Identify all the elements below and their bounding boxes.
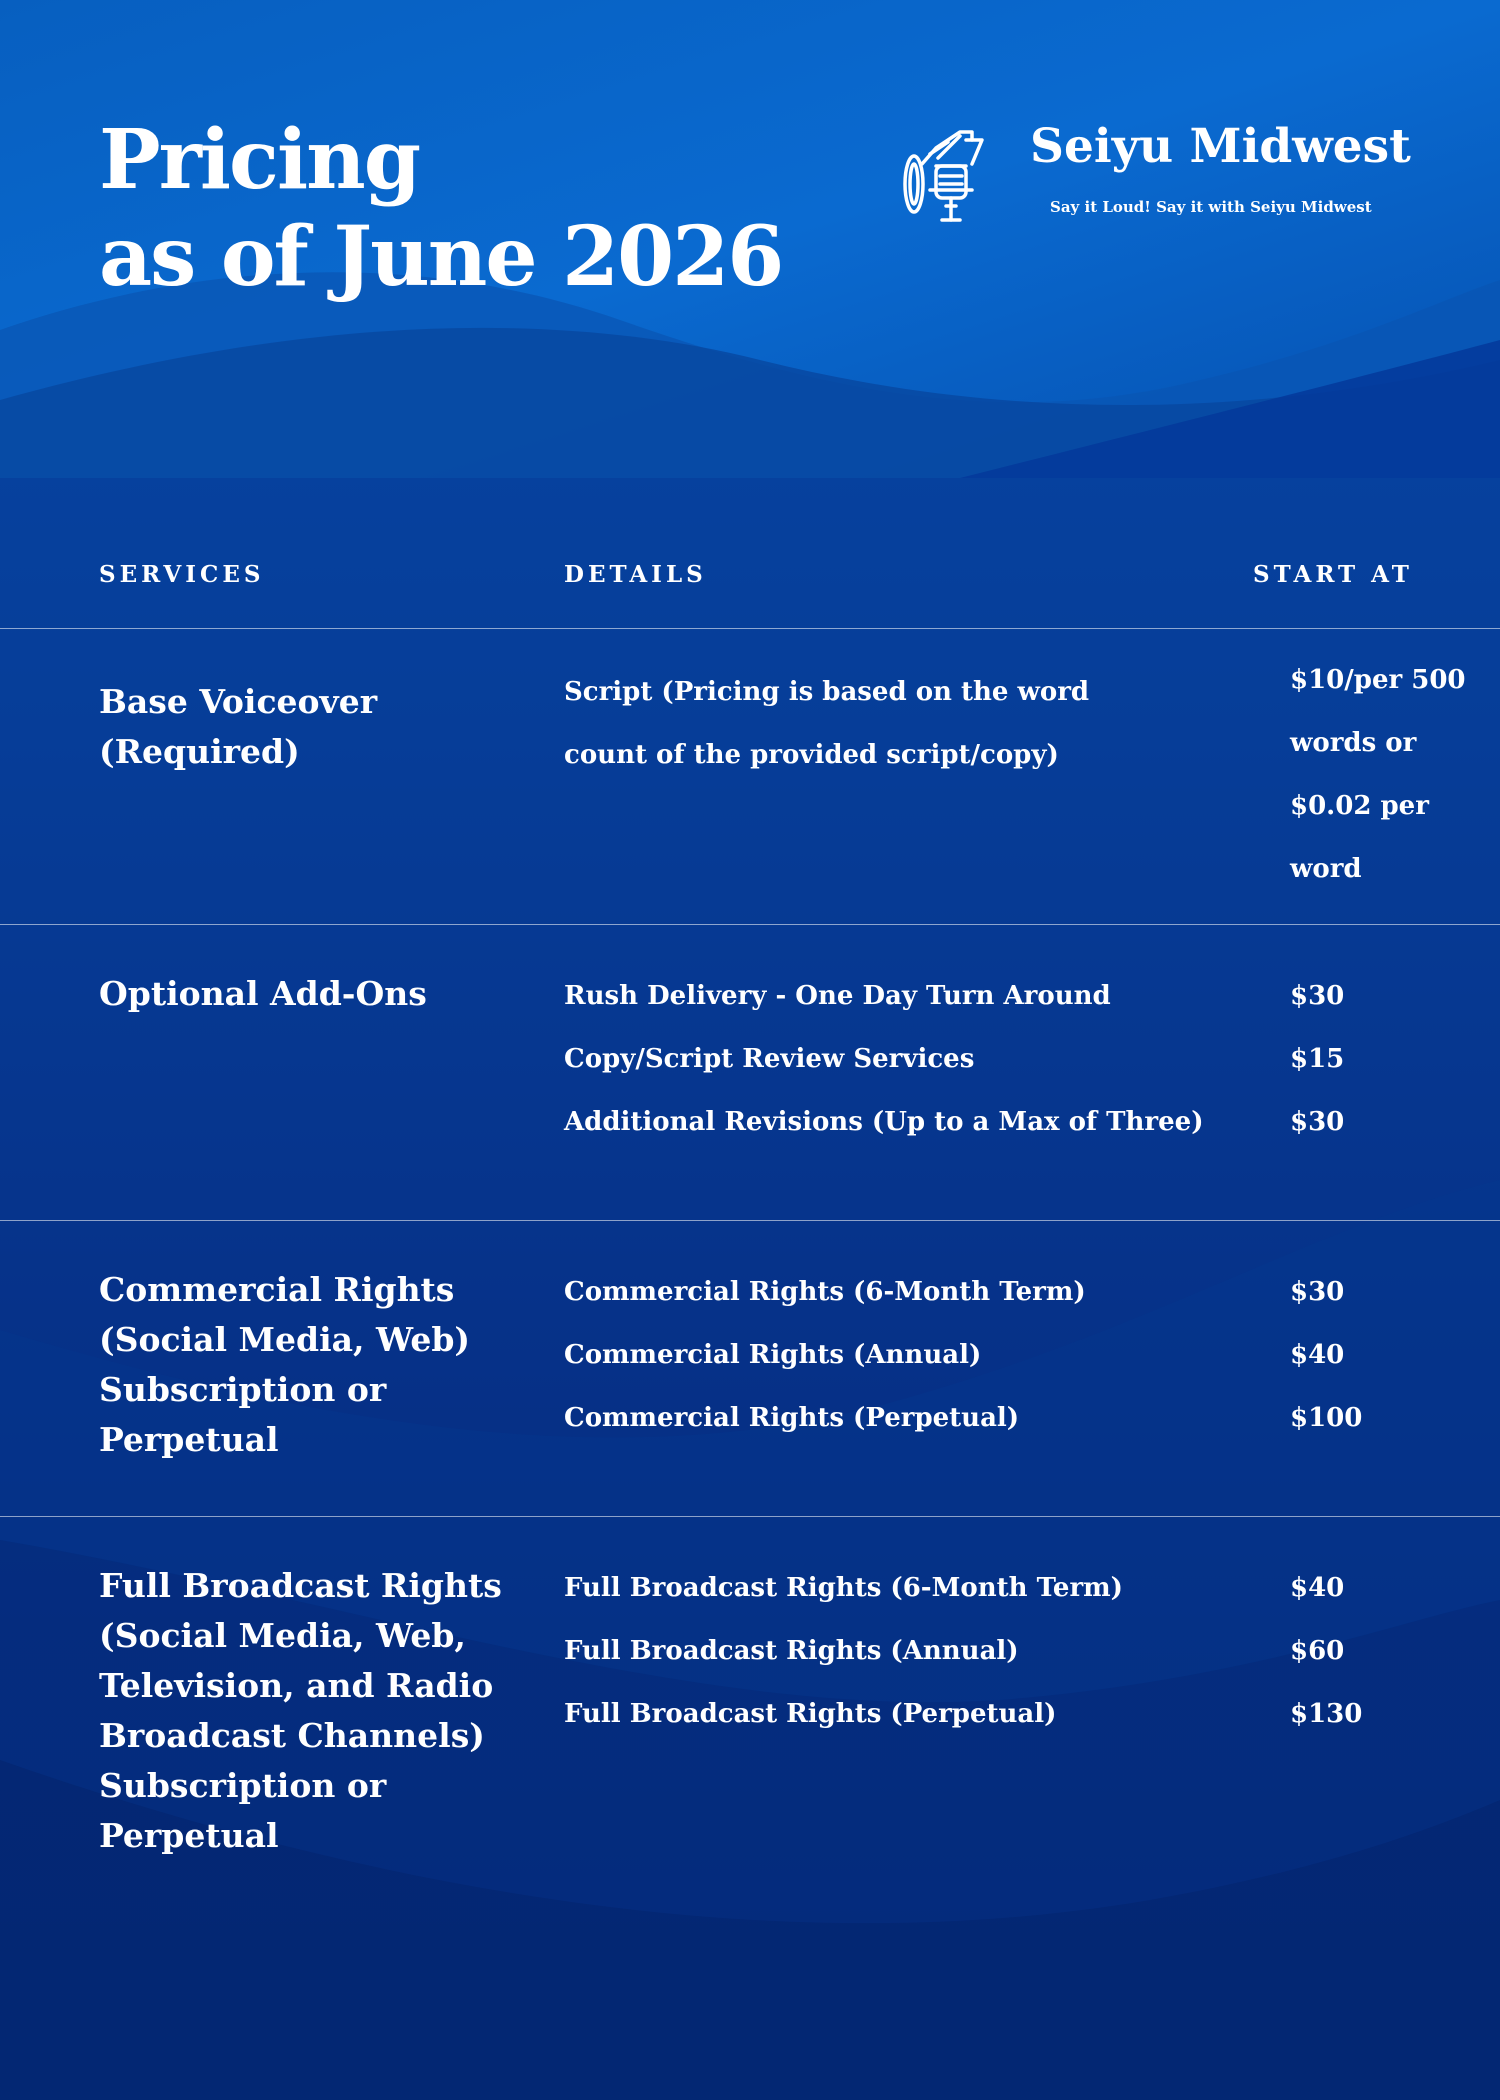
- detail-line: Additional Revisions (Up to a Max of Three): [564, 1107, 1204, 1137]
- page-title-line2: as of June 2026: [99, 209, 783, 305]
- detail-line: Rush Delivery - One Day Turn Around: [564, 981, 1111, 1011]
- price: $30: [1290, 1277, 1345, 1307]
- detail-line: Full Broadcast Rights (Perpetual): [564, 1699, 1057, 1729]
- table-row-full-broadcast-rights: [0, 1517, 1500, 1855]
- service-details: [564, 1557, 1204, 1746]
- microphone-with-pop-filter-icon: [900, 120, 1012, 232]
- detail-line: Commercial Rights (Perpetual): [564, 1403, 1020, 1433]
- service-name: Full Broadcast Rights (Social Media, Web, Television, and Radio Broadcast Channels) Subscription or Perpetual: [99, 1566, 502, 1855]
- table-row-base-voiceover: [0, 629, 1500, 925]
- service-name: Optional Add-Ons: [99, 974, 427, 1013]
- price: $40: [1290, 1340, 1345, 1370]
- price: $15: [1290, 1044, 1345, 1074]
- price: $130: [1290, 1699, 1363, 1729]
- service-prices: [1290, 1557, 1490, 1746]
- service-details: [564, 965, 1204, 1154]
- column-header-services: SERVICES: [99, 561, 265, 588]
- table-header: [0, 478, 1500, 629]
- brand-name: Seiyu Midwest: [1030, 119, 1411, 174]
- page-title: [99, 112, 782, 306]
- brand-tagline: Say it Loud! Say it with Seiyu Midwest: [1050, 198, 1372, 216]
- table-row-commercial-rights: [0, 1221, 1500, 1517]
- service-details: [564, 1261, 1204, 1450]
- service-details: [564, 661, 1124, 787]
- service-name: Commercial Rights (Social Media, Web) Subscription or Perpetual: [99, 1270, 471, 1459]
- column-header-details: DETAILS: [564, 561, 707, 588]
- detail-line: Full Broadcast Rights (Annual): [564, 1636, 1019, 1666]
- service-prices: [1290, 649, 1480, 901]
- pricing-table: [0, 478, 1500, 1855]
- detail-line: Script (Pricing is based on the word count of the provided script/copy): [564, 677, 1090, 770]
- table-row-optional-add-ons: [0, 925, 1500, 1221]
- service-prices: [1290, 965, 1490, 1154]
- service-name: Base Voiceover (Required): [99, 682, 378, 771]
- price: $30: [1290, 981, 1345, 1011]
- header: [0, 0, 1500, 478]
- page-title-line1: Pricing: [99, 112, 420, 208]
- brand-logo: [900, 118, 1420, 230]
- price: $30: [1290, 1107, 1345, 1137]
- detail-line: Copy/Script Review Services: [564, 1044, 975, 1074]
- detail-line: Commercial Rights (6-Month Term): [564, 1277, 1086, 1307]
- price: $100: [1290, 1403, 1363, 1433]
- detail-line: Commercial Rights (Annual): [564, 1340, 982, 1370]
- service-prices: [1290, 1261, 1490, 1450]
- column-header-start-at: START AT: [1253, 561, 1413, 588]
- price: $10/per 500 words or $0.02 per word: [1290, 665, 1466, 884]
- price: $60: [1290, 1636, 1345, 1666]
- price: $40: [1290, 1573, 1345, 1603]
- detail-line: Full Broadcast Rights (6-Month Term): [564, 1573, 1123, 1603]
